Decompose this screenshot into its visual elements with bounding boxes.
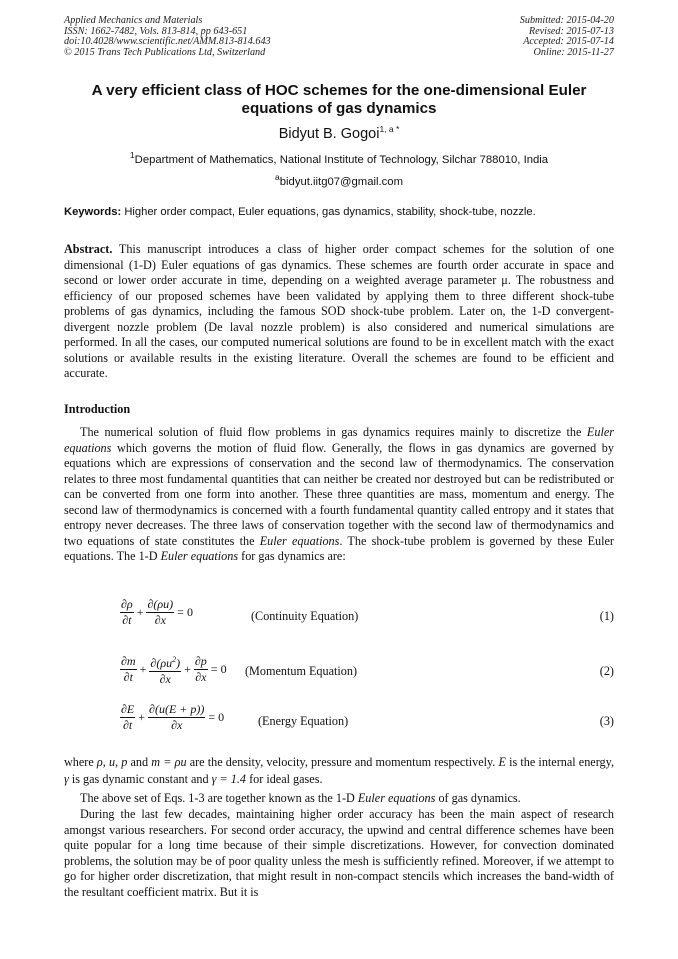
journal-doi: doi:10.4028/www.scientific.net/AMM.813-814.643 (64, 36, 271, 48)
symbol-u: u (108, 755, 116, 769)
online-date: Online: 2015-11-27 (533, 46, 614, 58)
where-text-3: is the internal energy, (505, 755, 614, 769)
journal-issn: ISSN: 1662-7482, Vols. 813-814, pp 643-651 (64, 25, 248, 37)
email-sup: a (275, 172, 280, 182)
keywords (64, 206, 614, 218)
section-heading-introduction: Introduction (64, 402, 131, 416)
where-text-1: where (64, 755, 97, 769)
symbol-p: p (121, 755, 128, 769)
author-email (64, 172, 614, 188)
symbol-momentum: m = ρu (151, 755, 187, 769)
intro-text-2: which governs the motion of fluid flow. Generally, the flows in gas dynamics are governed by equations which are expressions of conservation and the second law of thermodynamics. The conservation relates to three most fundamental quantities that can neither be created nor destroyed but can be redistributed or can be converted from one form into another. These three quantities are mass, momentum and energy. The second law of thermodynamics is concerned with a fourth fundamental quantity called entropy and it states that entropy never decreases. The three laws of conservation together with the second law of thermodynamics and two equations of state constitutes the (64, 440, 614, 548)
equation-2-formula: $\frac{\partial m}{\partial t}$ + $\frac{\partial(\rho u^2)}{\partial x}$ + $\frac{\partial p}{\partial x}$ = 0 (121, 654, 227, 686)
abstract (64, 242, 614, 382)
equation-2-label: (Momentum Equation) (245, 664, 358, 678)
paper-title: A very efficient class of HOC schemes for the one-dimensional Euler equations of gas dynamics (91, 82, 587, 117)
journal-header-left (64, 16, 271, 58)
gamma-value: γ = 1.4 (211, 772, 247, 786)
equation-1 (0, 597, 678, 637)
submitted-date: Submitted: 2015-04-20 (519, 15, 614, 26)
intro-emph-3: Euler equations (160, 549, 239, 564)
affiliation-sup: 1 (129, 150, 135, 160)
equation-2 (0, 652, 678, 692)
journal-copyright: © 2015 Trans Tech Publications Ltd, Switzerland (64, 46, 266, 58)
equation-1-number: (1) (599, 609, 614, 623)
equation-2-number: (2) (599, 664, 614, 678)
symbol-E: E (498, 755, 506, 769)
intro-text-3: . The shock-tube problem is governed by these Euler equations. The 1-D (64, 533, 614, 564)
intro-emph-2: Euler equations (259, 533, 340, 548)
keywords-text: Higher order compact, Euler equations, gas dynamics, stability, shock-tube, nozzle. (124, 206, 536, 218)
higher-order-paragraph: During the last few decades, maintaining higher order accuracy has been the main aspect of research amongst various researchers. For second order accuracy, the upwind and central difference schemes have been quite popular for a long time because of their simple discretizations. However, for convection dominated problems, the solution may be of poor quality unless the mesh is sufficiently refined. Moreover, if we attempt to go for higher order discretization, that might result in non-compact stencils which increases the band-width of the resultant coefficient matrix. But it is (64, 807, 614, 899)
equation-1-formula: $\frac{\partial\rho}{\partial t}$ + $\frac{\partial(\rho u)}{\partial x}$ = 0 (121, 597, 193, 627)
symbol-rho: ρ (96, 755, 103, 769)
after-text-1: The above set of Eqs. 1-3 are together known as the 1-D (80, 791, 358, 805)
author-name: Bidyut B. Gogoi (278, 125, 380, 142)
abstract-text: This manuscript introduces a class of higher order compact schemes for the solution of one dimensional (1-D) Euler equations of gas dynamics. These schemes are fourth order accurate in space and second or lower order accurate in time, depending on a weighted average parameter μ. The robustness and efficiency of our proposed schemes have been validated by applying them to three different shock-tube problems of gas dynamics, including the famous SOD shock-tube problem. Later on, the 1-D convergent-divergent nozzle problem (De laval nozzle problem) is also considered and numerical simulations are performed. In all the cases, our computed numerical solutions are found to be in excellent match with the exact solutions or available results in the existing literature. Overall the schemes are found to be efficient and accurate. (64, 242, 615, 381)
accepted-date: Accepted: 2015-07-14 (523, 36, 614, 48)
affiliation (64, 150, 614, 166)
affiliation-text: Department of Mathematics, National Institute of Technology, Silchar 788010, India (134, 153, 549, 166)
equation-3-label: (Energy Equation) (258, 714, 349, 728)
where-text-4: is gas dynamic constant and (68, 772, 212, 786)
equation-3 (0, 702, 678, 742)
intro-emph-1: Euler equations (64, 425, 614, 455)
equations-summary (64, 791, 614, 807)
email-text: bidyut.iitg07@gmail.com (279, 175, 403, 188)
intro-text-4: for gas dynamics are: (238, 549, 346, 564)
where-and: and (127, 755, 152, 769)
abstract-label: Abstract. (64, 242, 113, 256)
after-emph: Euler equations (357, 791, 436, 805)
introduction-paragraph (64, 425, 614, 565)
symbol-gamma: γ (64, 772, 69, 786)
after-text-2: of gas dynamics. (435, 791, 521, 805)
intro-text-1: The numerical solution of fluid flow problems in gas dynamics requires mainly to discretize the (80, 425, 587, 439)
author-line (64, 124, 614, 142)
keywords-label: Keywords: (64, 206, 122, 218)
equation-3-formula: $\frac{\partial E}{\partial t}$ + $\frac{\partial(u(E + p))}{\partial x}$ = 0 (121, 702, 225, 732)
journal-name: Applied Mechanics and Materials (64, 15, 203, 26)
where-text-2: are the density, velocity, pressure and momentum respectively. (186, 755, 499, 769)
equation-1-label: (Continuity Equation) (251, 609, 359, 623)
where-text-5: for ideal gases. (246, 772, 323, 786)
revised-date: Revised: 2015-07-13 (528, 25, 614, 37)
journal-header-right (520, 16, 614, 58)
equation-3-number: (3) (599, 714, 614, 728)
author-sup: 1, a * (379, 124, 400, 134)
variable-definitions: where ρ, u, p and m = ρu are the density, velocity, pressure and momentum respectively. E is the internal energy, γ is gas dynamic constant and γ = 1.4 for ideal gases. (64, 755, 614, 786)
